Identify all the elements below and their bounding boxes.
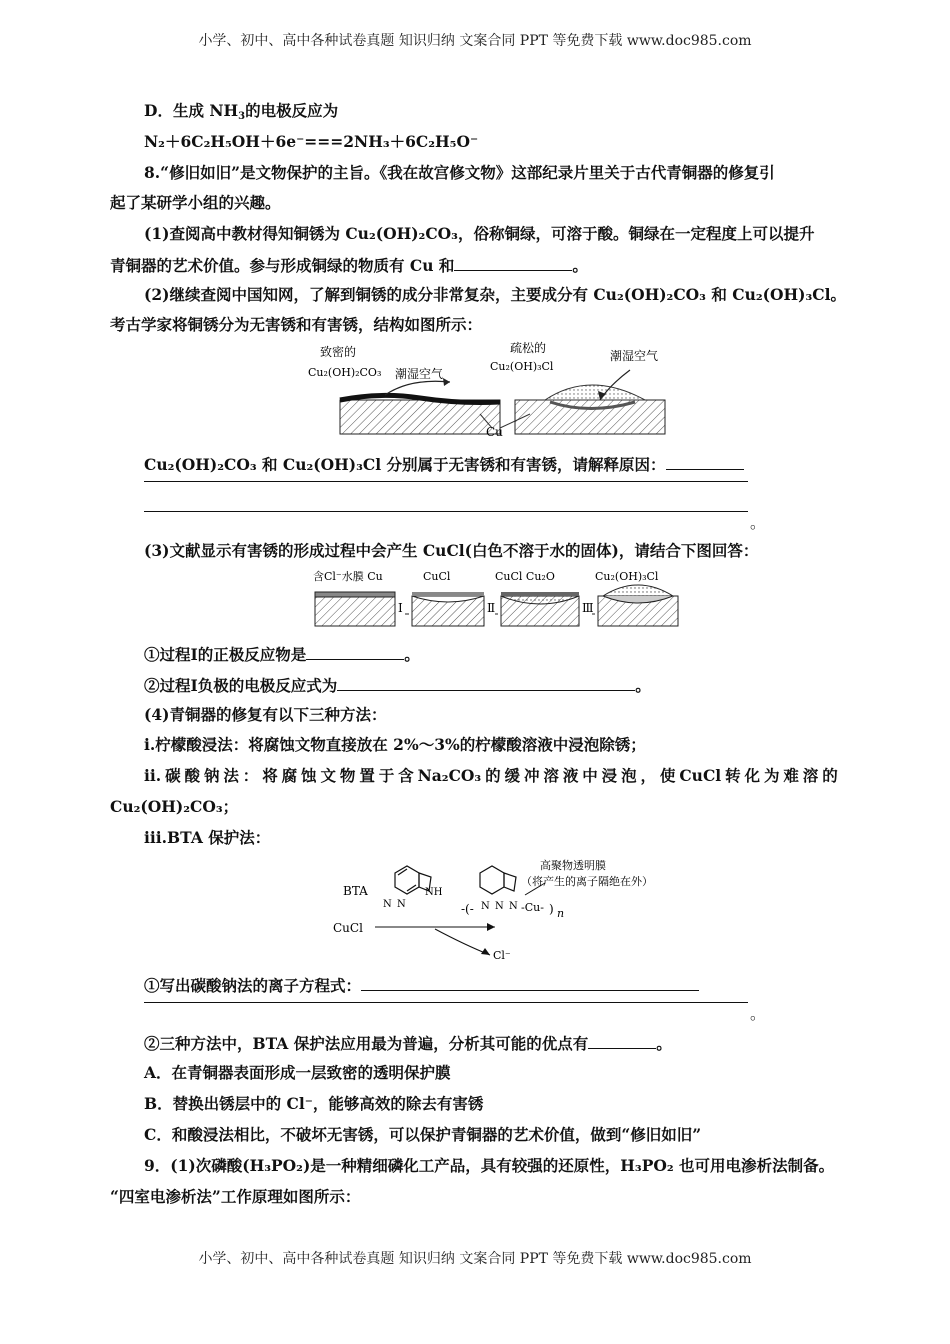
option-b: B．替换出锈层中的 Cl⁻，能够高效的除去有害锈 — [144, 1094, 484, 1113]
q8-part3-q2: ②过程Ⅰ负极的电极反应式为 。 — [144, 676, 651, 695]
method-2-token: 置 — [359, 766, 375, 785]
bta-protection-figure — [325, 855, 670, 970]
step-1-label: Ⅰ — [398, 601, 403, 615]
label-cucl-cu2o: CuCl Cu₂O — [495, 570, 555, 583]
method-2-token: 的 — [822, 766, 838, 785]
option-c: C．和酸浸法相比，不破坏无害锈，可以保护青铜器的艺术价值，做到“修旧如旧” — [144, 1125, 702, 1144]
method-3: iii.BTA 保护法： — [144, 828, 271, 847]
period: 。 — [750, 514, 766, 532]
label-cucl: CuCl — [333, 921, 363, 935]
method-1: i.柠檬酸浸法：将腐蚀文物直接放在 2%～3%的柠檬酸溶液中浸泡除锈； — [144, 735, 646, 754]
label-n: n — [557, 907, 565, 920]
q8-part4-intro: (4)青铜器的修复有以下三种方法： — [144, 705, 387, 724]
method-2-token: 液 — [562, 766, 579, 785]
svg-text:): ) — [549, 902, 554, 916]
method-2-token: 溶 — [802, 766, 819, 785]
method-2-token: ： — [242, 766, 259, 785]
method-2-token: 缓 — [504, 766, 521, 785]
method-2-token: 泡 — [621, 766, 637, 785]
method-2-token: 含 — [398, 766, 414, 785]
method-2-token: ii. — [144, 766, 162, 785]
q8-part4-q1: ①写出碳酸钠法的离子方程式： — [144, 974, 699, 996]
answer-blank[interactable] — [306, 643, 404, 660]
method-2-token: 文 — [320, 766, 336, 785]
method-2-token: 使 — [659, 766, 676, 785]
method-2-token: 难 — [783, 766, 799, 785]
label-loose-formula: Cu₂(OH)₃Cl — [490, 360, 554, 373]
label-cu: Cu — [486, 425, 503, 439]
svg-text:-(-: -(- — [461, 902, 474, 916]
svg-text:N: N — [509, 901, 518, 912]
period: 。 — [750, 1005, 766, 1023]
method-2-token: ， — [640, 766, 657, 785]
answer-line[interactable] — [144, 481, 748, 482]
method-2-token: 物 — [339, 766, 356, 785]
svg-text:-Cu-: -Cu- — [521, 901, 544, 914]
method-2-token: 酸 — [184, 766, 201, 785]
answer-blank[interactable] — [361, 974, 699, 991]
method-2-token: Na₂CO₃ — [417, 766, 482, 785]
label-humid-air-2: 潮湿空气 — [610, 349, 659, 363]
q8-part2-question: Cu₂(OH)₂CO₃ 和 Cu₂(OH)₃Cl 分别属于无害锈和有害锈，请解释原因： — [144, 453, 744, 475]
answer-line[interactable] — [144, 511, 748, 512]
stage-0 — [315, 592, 395, 626]
copper-block-right — [515, 400, 665, 434]
loose-rust-layer — [545, 385, 645, 400]
page-header: 小学、初中、高中各种试卷真题 知识归纳 文案合同 PPT 等免费下载 www.doc985.com — [198, 33, 752, 49]
label-film-note: （将产生的离子隔绝在外） — [521, 875, 653, 888]
answer-blank[interactable] — [454, 254, 572, 271]
option-d-equation: N₂＋6C₂H₅OH＋6e⁻===2NH₃＋6C₂H₅O⁻ — [144, 132, 479, 151]
option-d-title: D．生成 $NH_3$的电极反应为 — [144, 101, 339, 122]
method-2-token: 将 — [262, 766, 278, 785]
method-2-token: 冲 — [523, 766, 540, 785]
label-chloride: Cl⁻ — [493, 949, 511, 962]
stage-1 — [412, 592, 484, 626]
method-2-line1 — [144, 766, 838, 786]
method-2-line2: Cu₂(OH)₂CO₃； — [110, 797, 239, 816]
option-a: A．在青铜器表面形成一层致密的透明保护膜 — [144, 1063, 451, 1082]
q8-part3-intro: (3)文献显示有害锈的形成过程中会产生 CuCl(白色不溶于水的固体)，请结合下图回答： — [144, 541, 759, 560]
step-3-label: Ⅲ — [582, 601, 594, 615]
q8-part1-line2: 青铜器的艺术价值。参与形成铜绿的物质有 Cu 和 。 — [110, 256, 588, 275]
answer-blank[interactable] — [588, 1032, 656, 1049]
method-2-token: 中 — [582, 766, 598, 785]
label-dense: 致密的 — [320, 345, 357, 359]
method-2-token: 蚀 — [301, 766, 317, 785]
method-2-token: 碳 — [165, 766, 181, 785]
label-cu2oh3cl: Cu₂(OH)₃Cl — [595, 570, 659, 583]
label-chloride-film: 含Cl⁻水膜 Cu — [313, 570, 383, 583]
answer-blank[interactable] — [337, 674, 635, 691]
method-2-token: 溶 — [543, 766, 559, 785]
method-2-token: 化 — [744, 766, 761, 785]
method-2-token: 法 — [223, 766, 239, 785]
stage-2 — [501, 592, 579, 626]
q9-line1: 9．(1)次磷酸(H₃PO₂)是一种精细磷化工产品，具有较强的还原性，H₃PO₂ 也可用电渗析法制备。 — [144, 1156, 835, 1175]
page-footer: 小学、初中、高中各种试卷真题 知识归纳 文案合同 PPT 等免费下载 www.doc985.com — [198, 1251, 752, 1267]
method-2-token: 浸 — [601, 766, 618, 785]
method-2-token: 为 — [763, 766, 780, 785]
label-bta: BTA — [343, 884, 368, 898]
method-2-token: CuCl — [679, 766, 722, 785]
svg-text:N: N — [481, 901, 490, 912]
answer-blank[interactable] — [666, 453, 744, 470]
stage-3 — [598, 585, 678, 626]
q8-part3-q1: ①过程Ⅰ的正极反应物是 。 — [144, 645, 420, 664]
label-loose: 疏松的 — [510, 341, 547, 355]
label-polymer-film: 高聚物透明膜 — [540, 859, 606, 872]
method-2-token: 于 — [378, 766, 395, 785]
q9-line2: “四室电渗析法”工作原理如图所示： — [110, 1187, 361, 1206]
polymer-film — [480, 866, 516, 894]
method-2-token: 腐 — [281, 766, 298, 785]
label-humid-air-1: 潮湿空气 — [395, 367, 444, 381]
svg-text:NH: NH — [425, 887, 443, 898]
method-2-token: 钠 — [203, 766, 220, 785]
svg-text:N: N — [397, 899, 406, 910]
q8-part1-line1: (1)查阅高中教材得知铜锈为 Cu₂(OH)₂CO₃，俗称铜绿，可溶于酸。铜绿在一定程度上可以提升 — [144, 224, 815, 243]
step-2-label: Ⅱ — [487, 601, 496, 615]
q8-part2-line2: 考古学家将铜锈分为无害锈和有害锈，结构如图所示： — [110, 315, 483, 334]
copper-block-left — [340, 400, 500, 434]
q8-intro-line2: 起了某研学小组的兴趣。 — [110, 193, 281, 212]
method-2-token: 转 — [725, 766, 741, 785]
q8-part4-q2: ②三种方法中，BTA 保护法应用最为普遍，分析其可能的优点有 。 — [144, 1034, 672, 1053]
q8-part2-line1: (2)继续查阅中国知网，了解到铜锈的成分非常复杂，主要成分有 Cu₂(OH)₂CO₃ 和 Cu₂(OH)₃Cl。 — [144, 285, 846, 304]
label-dense-formula: Cu₂(OH)₂CO₃ — [308, 366, 382, 379]
q8-intro-line1: 8.“修旧如旧”是文物保护的主旨。《我在故宫修文物》这部纪录片里关于古代青铜器的修复引 — [144, 163, 775, 182]
label-cucl: CuCl — [423, 570, 451, 583]
answer-line[interactable] — [144, 1002, 748, 1003]
svg-text:N: N — [495, 901, 504, 912]
harmful-rust-process-figure — [305, 566, 685, 632]
svg-text:N: N — [383, 899, 392, 910]
method-2-token: 的 — [485, 766, 501, 785]
rust-structure-figure — [300, 340, 670, 440]
